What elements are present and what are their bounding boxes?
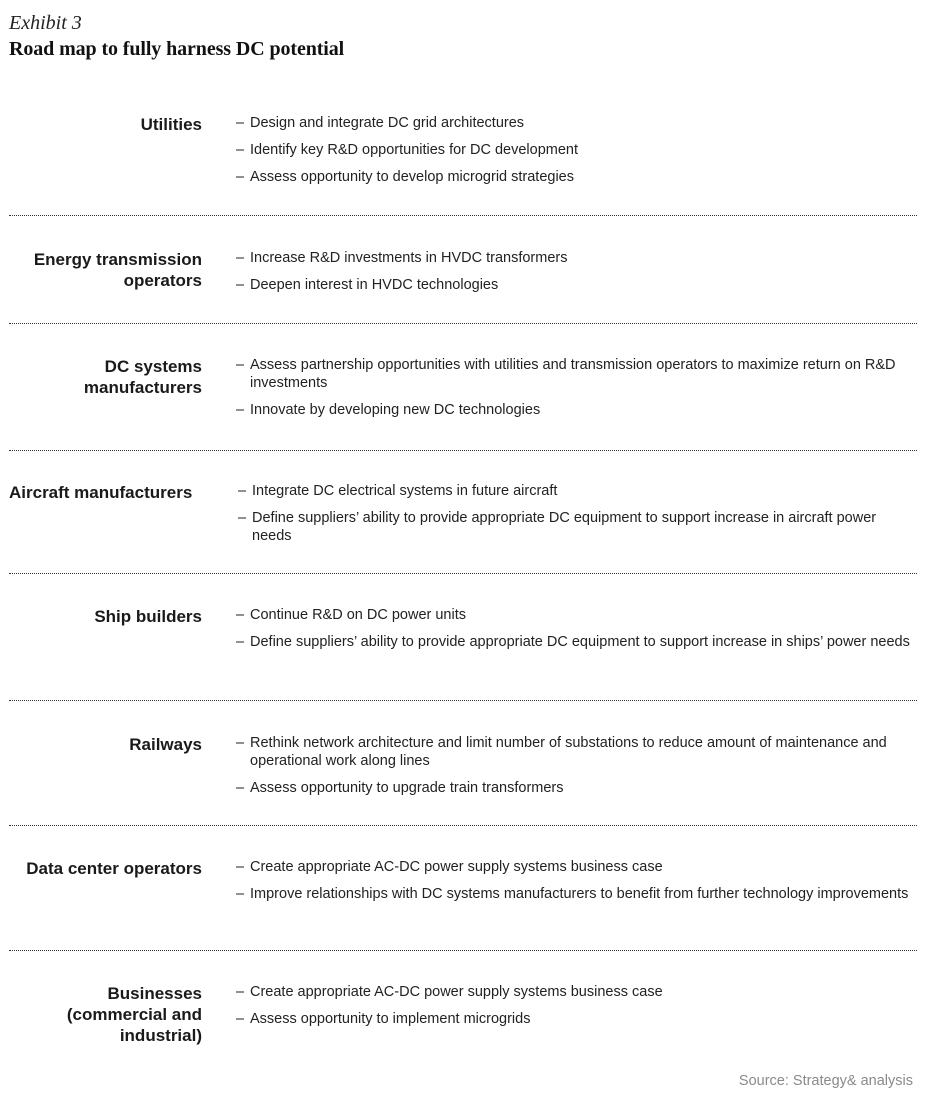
- list-item: – Assess opportunity to upgrade train transformers: [236, 780, 564, 796]
- list-item: – Design and integrate DC grid architectures: [236, 115, 525, 131]
- row-divider: [9, 215, 917, 216]
- row-divider: [9, 323, 917, 324]
- list-item: – Create appropriate AC-DC power supply systems business case: [236, 859, 663, 875]
- list-item: – Increase R&D investments in HVDC transformers: [236, 250, 568, 266]
- row-label: Ship builders: [94, 607, 202, 626]
- row-items: [236, 606, 910, 660]
- row-label: Data center operators: [26, 859, 202, 878]
- row-label: Railways: [129, 735, 202, 754]
- list-item: – Rethink network architecture and limit number of substations to reduce amount of maintenance and operational work along lines: [236, 735, 887, 769]
- row-label: Energy transmission operators: [33, 250, 202, 290]
- row-divider: [9, 700, 917, 701]
- source-note: Source: Strategy& analysis: [738, 1073, 913, 1089]
- list-item: – Deepen interest in HVDC technologies: [236, 277, 499, 293]
- row-items: [236, 734, 910, 806]
- list-item: – Identify key R&D opportunities for DC development: [236, 142, 579, 158]
- row-items: [236, 983, 910, 1037]
- row-items: [236, 249, 910, 303]
- exhibit-title: Road map to fully harness DC potential: [9, 38, 345, 60]
- row-items: [236, 356, 910, 428]
- list-item: – Assess opportunity to implement microgrids: [236, 1011, 531, 1027]
- row-items: [238, 482, 912, 554]
- row-label: Businesses (commercial and industrial): [66, 984, 202, 1045]
- row-divider: [9, 825, 917, 826]
- row-divider: [9, 450, 917, 451]
- list-item: – Innovate by developing new DC technologies: [236, 402, 541, 418]
- row-label: Aircraft manufacturers: [9, 483, 193, 502]
- row-divider: [9, 573, 917, 574]
- list-item: – Define suppliers’ ability to provide appropriate DC equipment to support increase in ships’ power needs: [236, 634, 910, 650]
- list-item: – Integrate DC electrical systems in future aircraft: [238, 483, 558, 499]
- list-item: – Improve relationships with DC systems manufacturers to benefit from further technology improvements: [236, 886, 909, 902]
- list-item: – Assess partnership opportunities with utilities and transmission operators to maximize return on R&D investments: [236, 357, 896, 391]
- row-label: Utilities: [140, 115, 202, 134]
- row-label: DC systems manufacturers: [83, 357, 202, 397]
- row-items: [236, 114, 910, 195]
- list-item: – Define suppliers’ ability to provide appropriate DC equipment to support increase in aircraft power needs: [238, 510, 877, 544]
- exhibit-number: Exhibit 3: [9, 12, 82, 34]
- list-item: – Continue R&D on DC power units: [236, 607, 466, 623]
- list-item: – Assess opportunity to develop microgrid strategies: [236, 169, 574, 185]
- list-item: – Create appropriate AC-DC power supply systems business case: [236, 984, 663, 1000]
- row-divider: [9, 950, 917, 951]
- row-items: [236, 858, 910, 912]
